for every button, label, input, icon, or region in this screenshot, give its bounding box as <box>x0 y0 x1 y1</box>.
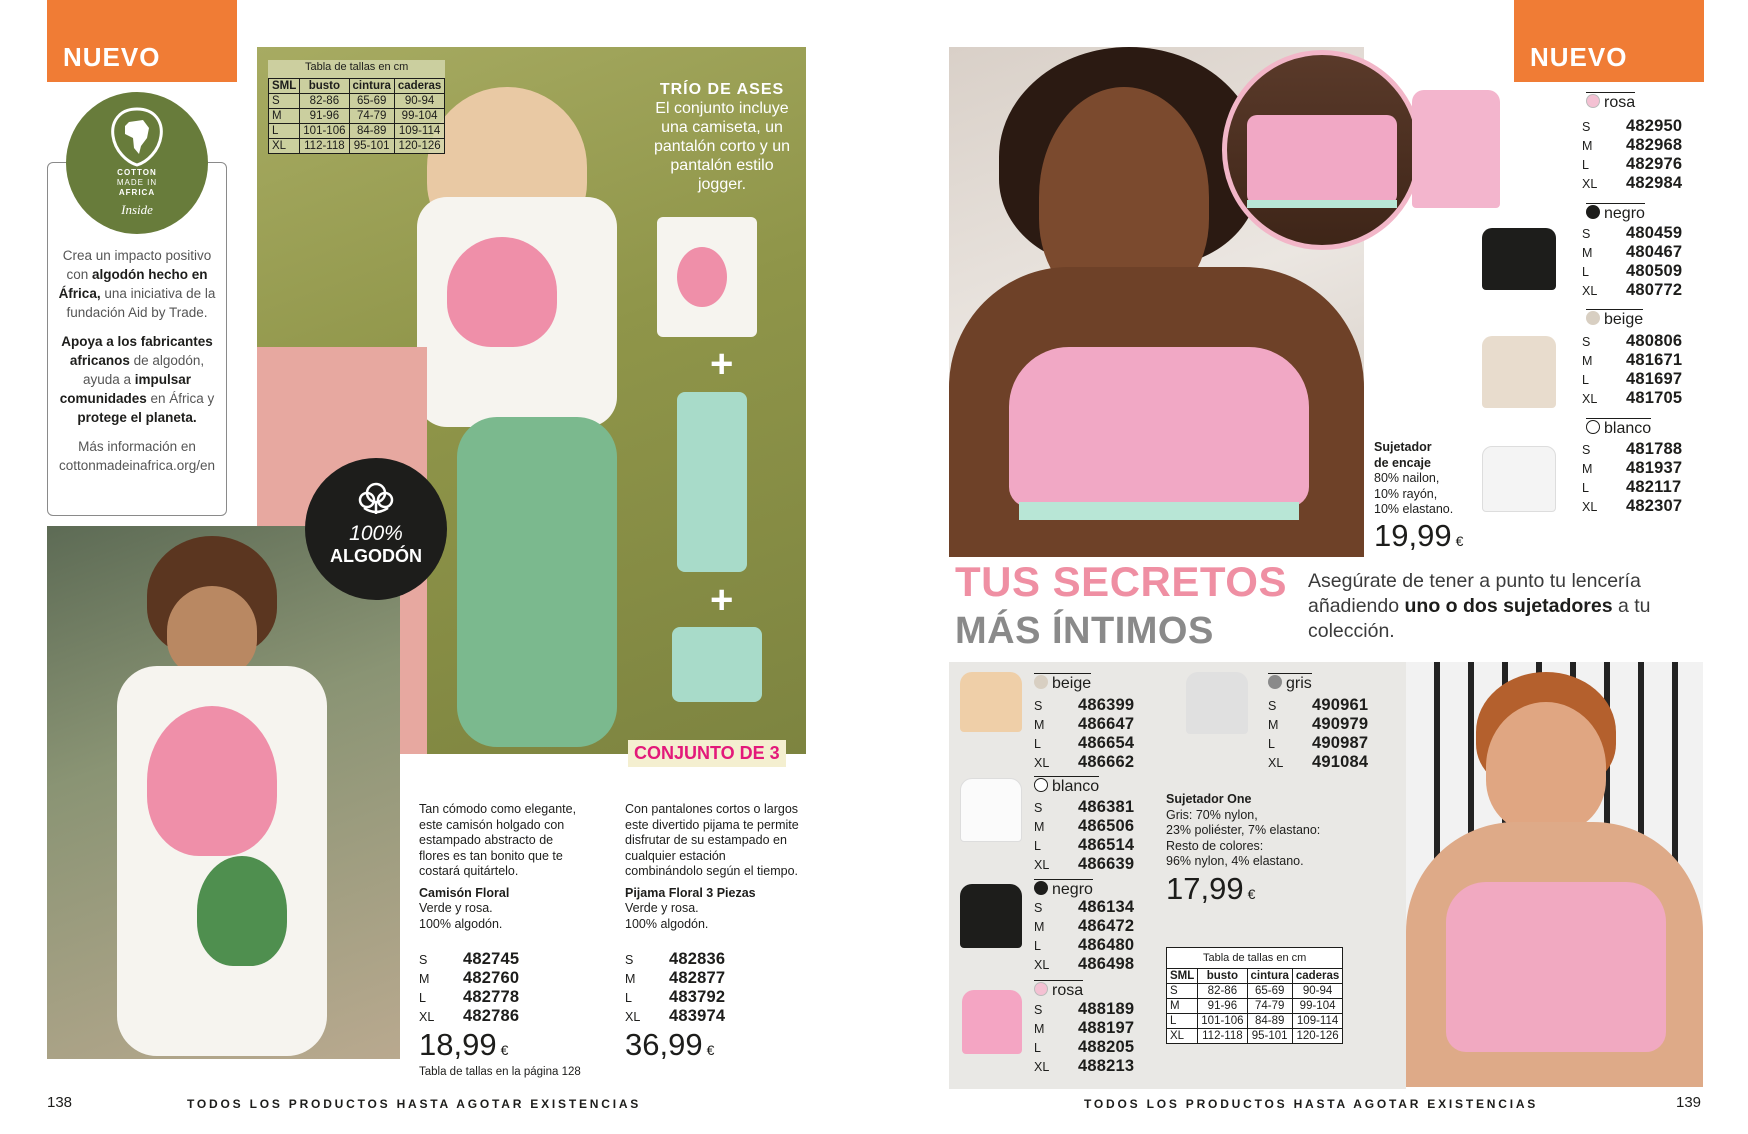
nuevo-badge: NUEVO <box>47 0 237 82</box>
one-bra-rosa-skus: S 488189 M 488197 L 488205 XL 488213 <box>1034 1000 1135 1075</box>
page-number-left: 138 <box>47 1094 73 1111</box>
cotton-logo-inside: Inside <box>121 202 153 217</box>
camison-description: Tan cómodo como elegante, este camisón holgado con estampado abstracto de flores es tan bonito que te costará quitártelo. Camisón Floral Verde y rosa. 100% algodón. <box>419 802 577 931</box>
lace-bra-black-thumb <box>1482 228 1556 290</box>
pijama-price: 36,99 € <box>625 1027 715 1062</box>
color-blanco-heading: blanco <box>1586 418 1651 438</box>
color-dot-icon <box>1586 205 1600 219</box>
color-dot-icon <box>1034 778 1048 792</box>
one-bra-blanco-skus: S 486381 M 486506 L 486514 XL 486639 <box>1034 798 1135 873</box>
cotton-flower-icon <box>356 480 396 516</box>
one-bra-grey-thumb <box>1186 672 1248 734</box>
color-dot-icon <box>1034 675 1048 689</box>
lace-bra-info: Sujetador de encaje 80% nailon, 10% rayón, 10% elastano. <box>1374 440 1454 516</box>
trio-de-ases-callout: TRÍO DE ASES El conjunto incluye una camiseta, un pantalón corto y un pantalón estilo jogger. <box>653 81 791 193</box>
lace-bra-price: 19,99 € <box>1374 518 1464 553</box>
one-bra-beige-skus: S 486399 M 486647 L 486654 XL 486662 <box>1034 696 1135 771</box>
color-negro-heading: negro <box>1586 203 1645 223</box>
footer-stock-note-left: TODOS LOS PRODUCTOS HASTA AGOTAR EXISTENCIAS <box>187 1097 642 1111</box>
cotton-made-in-africa-logo <box>66 92 208 234</box>
pijama-sku-list: S 482836 M 482877 L 483792 XL 483974 <box>625 950 726 1025</box>
color-dot-icon <box>1586 94 1600 108</box>
section-subheading: MÁS ÍNTIMOS <box>955 610 1214 652</box>
color-rosa-heading: rosa <box>1586 92 1635 112</box>
lace-bra-pink-thumb <box>1412 90 1500 208</box>
color-dot-icon <box>1034 982 1048 996</box>
bra-back-detail-circle <box>1222 50 1422 250</box>
color-rosa-heading: rosa <box>1034 980 1083 1000</box>
camison-price: 18,99 € <box>419 1027 509 1062</box>
one-bra-beige-thumb <box>960 672 1022 732</box>
section-heading: TUS SECRETOS <box>955 558 1287 605</box>
lace-bra-white-thumb <box>1482 446 1556 512</box>
camison-sku-list: S 482745 M 482760 L 482778 XL 482786 <box>419 950 520 1025</box>
nightdress-model-photo <box>47 526 400 1059</box>
color-gris-heading: gris <box>1268 673 1312 693</box>
pijama-description: Con pantalones cortos o largos este divertido pijama te permite disfrutar de su estampado en cualquier estación combinándolo según el tiempo. Pijama Floral 3 Piezas Verde y rosa. 100% algodón. <box>625 802 799 931</box>
lace-bra-beige-skus: S 480806 M 481671 L 481697 XL 481705 <box>1582 332 1683 407</box>
lace-bra-rosa-skus: S 482950 M 482968 L 482976 XL 482984 <box>1582 117 1683 192</box>
one-bra-model-photo <box>1406 662 1703 1087</box>
one-bra-gris-skus: S 490961 M 490979 L 490987 XL 491084 <box>1268 696 1369 771</box>
one-bra-negro-skus: S 486134 M 486472 L 486480 XL 486498 <box>1034 898 1135 973</box>
plus-sign: + <box>710 578 734 622</box>
one-bra-info: Sujetador One Gris: 70% nylon, 23% poliéster, 7% elastano: Resto de colores: 96% nylon, 4% elastano. <box>1166 792 1321 868</box>
lace-bra-negro-skus: S 480459 M 480467 L 480509 XL 480772 <box>1582 224 1683 299</box>
conjunto-de-3-label: CONJUNTO DE 3 <box>628 740 786 767</box>
africa-map-icon <box>109 106 165 168</box>
color-negro-heading: negro <box>1034 879 1093 899</box>
color-dot-icon <box>1586 420 1600 434</box>
color-dot-icon <box>1268 675 1282 689</box>
size-table-note: Tabla de tallas en la página 128 <box>419 1066 581 1078</box>
cotton-100-badge: 100% ALGODÓN <box>305 458 447 600</box>
color-beige-heading: beige <box>1034 673 1091 693</box>
plus-sign: + <box>710 342 734 386</box>
size-table-left: Tabla de tallas en cm SML busto cintura caderas S 82-86 65-69 90-94 M 91-96 74-79 99-104 L 101-106 84-89 109-114 XL 112-118 95-101 120-126 <box>268 60 445 154</box>
lace-bra-beige-thumb <box>1482 336 1556 408</box>
color-blanco-heading: blanco <box>1034 776 1099 796</box>
size-table-right: Tabla de tallas en cm SML busto cintura caderas S 82-86 65-69 90-94 M 91-96 74-79 99-104 L 101-106 84-89 109-114 XL 112-118 95-101 120-126 <box>1166 947 1343 1044</box>
one-bra-pink-thumb <box>962 990 1022 1054</box>
color-beige-heading: beige <box>1586 309 1643 329</box>
one-bra-price: 17,99 € <box>1166 871 1256 906</box>
section-intro: Asegúrate de tener a punto tu lencería añadiendo uno o dos sujetadores a tu colección. <box>1308 570 1651 642</box>
one-bra-white-thumb <box>960 778 1022 842</box>
lace-bra-blanco-skus: S 481788 M 481937 L 482117 XL 482307 <box>1582 440 1683 515</box>
cotton-description: Crea un impacto positivo con algodón hecho en África, una iniciativa de la fundación Aid by Trade. Apoya a los fabricantes africanos de algodón, ayuda a impulsar comunidades en África y protege el planeta. Más información en cottonmadeinafrica.org/en <box>58 248 216 473</box>
footer-stock-note-right: TODOS LOS PRODUCTOS HASTA AGOTAR EXISTENCIAS <box>1084 1097 1539 1111</box>
color-dot-icon <box>1034 881 1048 895</box>
color-dot-icon <box>1586 311 1600 325</box>
page-number-right: 139 <box>1676 1094 1702 1111</box>
one-bra-black-thumb <box>960 884 1022 948</box>
cotton-logo-text: COTTON MADE IN AFRICA <box>116 168 158 197</box>
nuevo-badge: NUEVO <box>1514 0 1704 82</box>
